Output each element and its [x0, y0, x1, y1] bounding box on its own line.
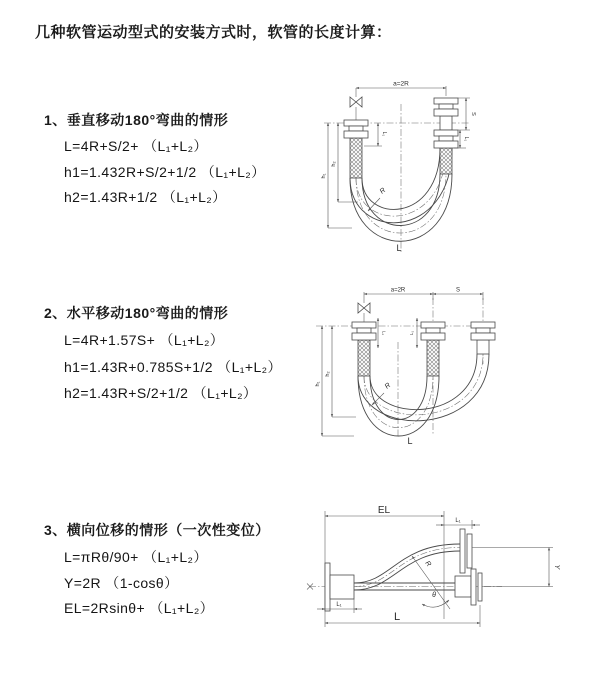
dimension-h1 [321, 123, 352, 228]
dimension-l1-bottom [317, 599, 362, 613]
length-l-label: L [407, 436, 413, 446]
dimension-a-2r [364, 288, 483, 304]
radius-label: R [378, 186, 388, 196]
dimension-el [325, 505, 444, 516]
radius-label: R [423, 559, 433, 569]
radius-leader [368, 187, 387, 211]
diagram-horizontal-180-bend [314, 284, 499, 446]
dim-l1-bottom-label: L₁ [336, 602, 342, 608]
length-l-label: L [396, 243, 402, 253]
valve-icon [358, 303, 370, 322]
section-1-heading: 1、垂直移动180°弯曲的情形 [44, 112, 229, 128]
dim-l1-top-label: L₁ [455, 518, 461, 524]
dim-h1-label: h₁ [321, 173, 327, 179]
hose-u-bend [358, 354, 489, 436]
valve-icon [350, 97, 362, 120]
radius-leader [412, 556, 450, 609]
section-3-formula-l: L=πRθ/90+ （L₁+L₂） [64, 549, 208, 565]
theta-label: θ [432, 592, 436, 599]
dim-el-label: EL [377, 505, 391, 516]
dim-l1-right-label: L₁ [463, 136, 469, 142]
dimension-l [325, 605, 480, 627]
dim-s-label: S [455, 287, 461, 294]
section-3-formula-y: Y=2R （1-cosθ） [64, 575, 179, 591]
dimension-l1-left [378, 318, 387, 348]
page-title: 几种软管运动型式的安装方式时，软管的长度计算： [35, 24, 392, 41]
dimension-s [458, 98, 476, 130]
dim-l1-left-label: L₁ [381, 330, 387, 336]
section-2-formula-l: L=4R+1.57S+ （L₁+L₂） [64, 332, 225, 348]
dim-a-label: a=2R [390, 287, 406, 294]
top-right-flange [460, 529, 472, 573]
centerlines [316, 298, 494, 436]
angle-theta [422, 592, 449, 607]
section-1-formula-h1: h1=1.432R+S/2+1/2 （L₁+L₂） [64, 164, 266, 180]
dimension-h2 [325, 326, 356, 417]
dim-s-label: S [470, 112, 476, 116]
left-fitting [344, 120, 368, 178]
middle-fitting [421, 322, 445, 376]
dim-h2-label: h₂ [325, 371, 331, 377]
radius-label: R [383, 381, 393, 391]
dimension-a-2r [356, 81, 446, 98]
dimension-s [433, 288, 483, 295]
bottom-right-flange [455, 569, 482, 605]
diagram-vertical-180-bend [320, 78, 488, 254]
dim-l1-left-label: L₁ [381, 131, 387, 137]
section-3-formula-el: EL=2Rsinθ+ （L₁+L₂） [64, 600, 215, 616]
right-fitting [434, 98, 458, 174]
right-fitting [471, 322, 495, 354]
diagram-lateral-displacement [297, 501, 597, 649]
dim-l-label: L [393, 611, 401, 623]
dim-h2-label: h₂ [331, 161, 337, 167]
dim-a-label: a=2R [393, 80, 409, 88]
dimension-y [472, 548, 560, 587]
dim-y-label: Y [553, 564, 560, 570]
section-1-formula-h2: h2=1.43R+1/2 （L₁+L₂） [64, 189, 227, 205]
dimension-l1-mid [409, 318, 417, 348]
section-2-formula-h2: h2=1.43R+S/2+1/2 （L₁+L₂） [64, 385, 258, 401]
dimension-l1-top [436, 518, 480, 529]
section-2-heading: 2、水平移动180°弯曲的情形 [44, 305, 229, 321]
left-fitting [352, 322, 376, 376]
dim-h1-label: h₁ [315, 381, 321, 387]
dimension-h1 [315, 326, 354, 436]
section-3-heading: 3、横向位移的情形（一次性变位） [44, 522, 270, 538]
dim-l1-mid-label: L₁ [409, 330, 414, 336]
section-1-formula-l: L=4R+S/2+ （L₁+L₂） [64, 138, 208, 154]
section-2-formula-h1: h1=1.43R+0.785S+1/2 （L₁+L₂） [64, 359, 282, 375]
